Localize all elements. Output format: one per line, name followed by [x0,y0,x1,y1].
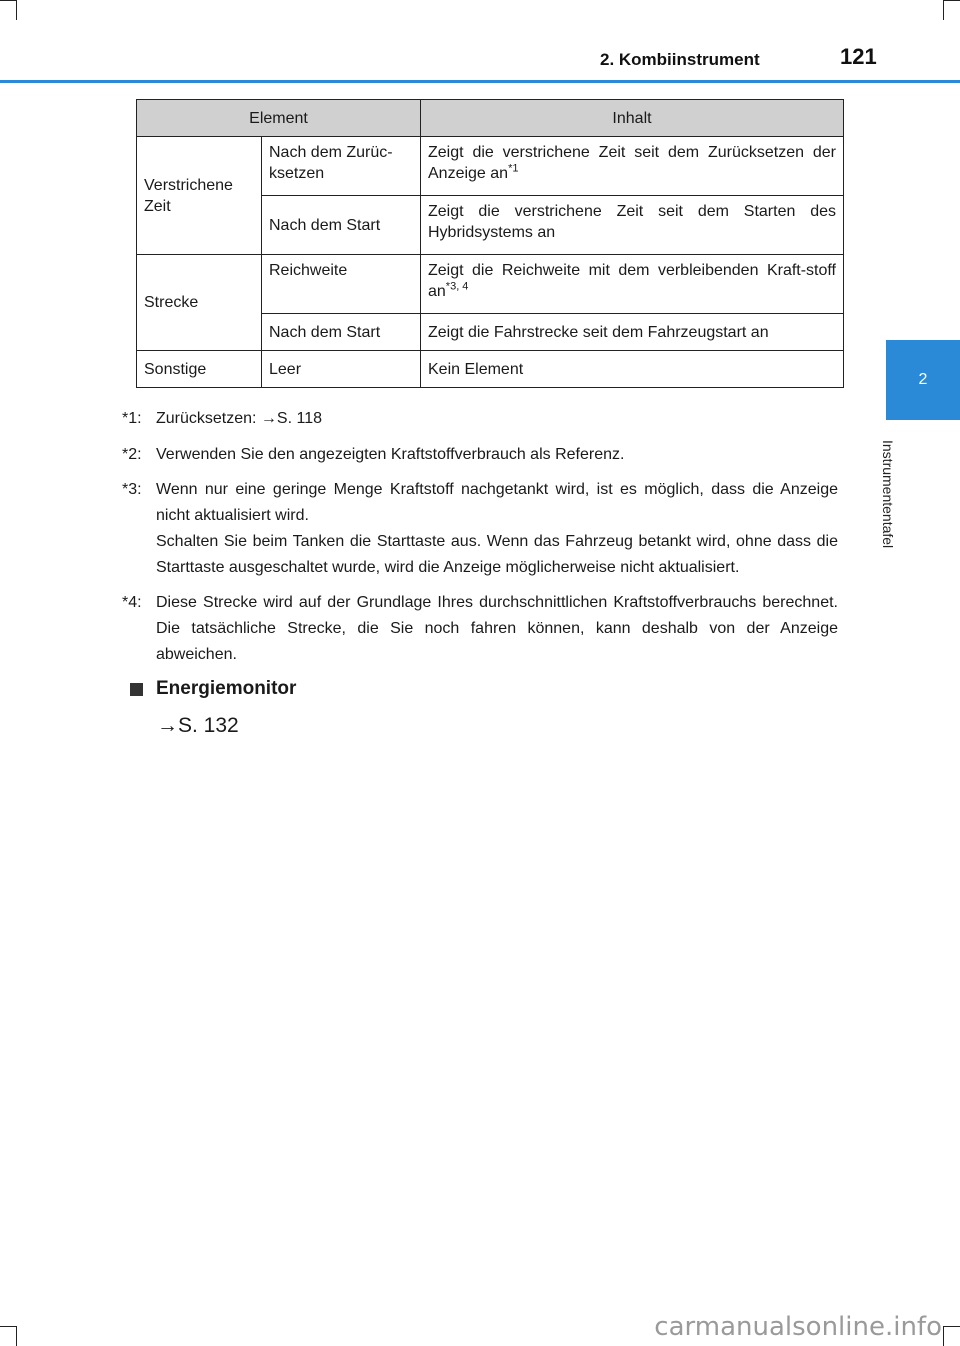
chapter-number: 2 [918,371,928,388]
row-item: Nach dem Zurüc-ksetzen [262,137,421,196]
row-group: Strecke [137,255,262,351]
section-heading [130,678,296,700]
chapter-label: Instrumententafel [880,440,896,549]
row-group: Sonstige [137,351,262,388]
crop-mark [944,0,960,1]
row-item: Nach dem Start [262,196,421,255]
crop-mark [944,1326,960,1327]
footnote [122,442,838,468]
row-content: Zeigt die verstrichene Zeit seit dem Starten des Hybridsystems an [421,196,844,255]
footnote-text: Diese Strecke wird auf der Grundlage Ihres durchschnittlichen Kraftstoffverbrauchs berechnet. Die tatsächliche Strecke, die Sie noch fahren können, kann deshalb von der Anzeige abweichen. [156,594,838,663]
footnote-mark: *3: [122,481,142,498]
footnote-text: Zurücksetzen: →S. 118 [156,410,322,427]
table-row [137,137,844,196]
section-heading-text: Energiemonitor [156,678,297,699]
section-title: 2. Kombiinstrument [600,50,760,69]
crop-mark [16,0,17,20]
watermark: carmanualsonline.info [654,1312,942,1342]
footnote-ref: *3, 4 [445,280,469,293]
row-content-text: Zeigt die verstrichene Zeit seit dem Zurücksetzen der Anzeige an [428,144,836,182]
row-content: Zeigt die Fahrstrecke seit dem Fahrzeugstart an [421,314,844,351]
footnote [122,406,838,432]
row-group: Verstrichene Zeit [137,137,262,255]
table-row [137,255,844,314]
row-content-text: Zeigt die Reichweite mit dem verbleibenden Kraft-stoff an [428,262,836,300]
footnote-text: Verwenden Sie den angezeigten Kraftstoffverbrauch als Referenz. [156,446,625,463]
footnote-mark: *2: [122,446,142,463]
crop-mark [0,1326,16,1327]
square-bullet-icon [130,683,143,696]
page-reference-link[interactable]: →S. 132 [157,714,239,737]
row-item: Leer [262,351,421,388]
crop-mark [0,0,16,1]
page-number: 121 [840,44,877,69]
crop-mark [943,0,944,20]
header-rule [0,80,960,83]
chapter-label-box [880,440,930,600]
table-header-row [137,100,844,137]
footnote-mark: *4: [122,594,142,611]
crop-mark [16,1326,17,1346]
info-table [136,99,844,388]
row-content [421,137,844,196]
crop-mark [943,1326,944,1346]
header-content: Inhalt [421,100,844,137]
footnote-ref: *1 [508,162,519,175]
header-element: Element [137,100,421,137]
chapter-tab [886,340,960,420]
footnote [122,590,838,668]
footnote-text-continued: Schalten Sie beim Tanken die Starttaste aus. Wenn das Fahrzeug betankt wird, ohne dass die Starttaste ausgeschaltet wurde, wird die Anzeige möglicherweise nicht aktualisiert. [156,533,838,576]
table-row [137,351,844,388]
row-content [421,255,844,314]
row-content: Kein Element [421,351,844,388]
row-item: Reichweite [262,255,421,314]
footnote [122,477,838,581]
footnote-mark: *1: [122,410,142,427]
footnote-text: Wenn nur eine geringe Menge Kraftstoff nachgetankt wird, ist es möglich, dass die Anzeige nicht aktualisiert wird. [156,481,838,524]
row-item: Nach dem Start [262,314,421,351]
